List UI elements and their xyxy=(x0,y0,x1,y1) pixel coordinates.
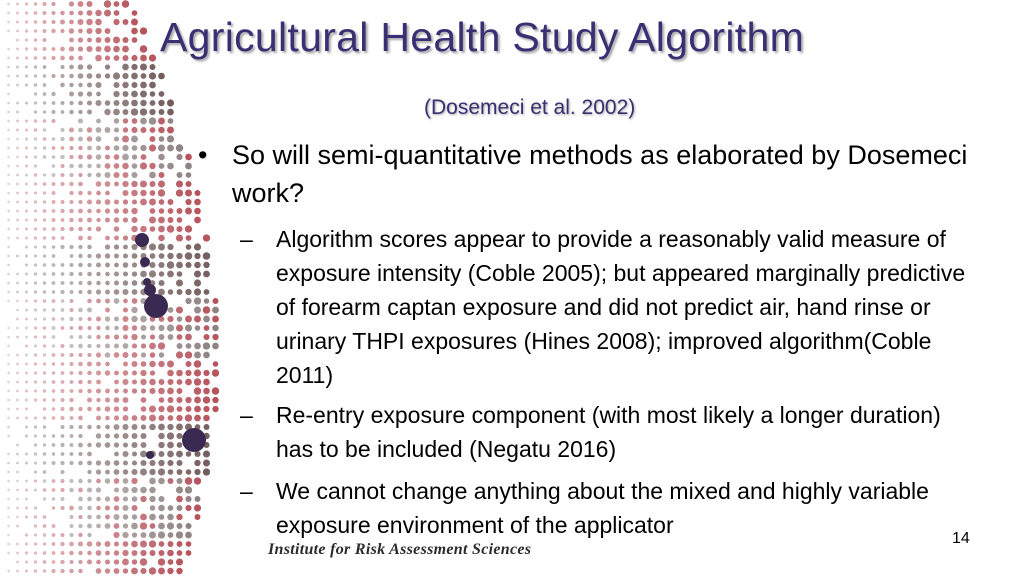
subpoint-marker: – xyxy=(240,402,253,428)
bullet-marker: • xyxy=(198,140,208,170)
subpoint-marker: – xyxy=(240,226,253,252)
subpoint-marker: – xyxy=(240,478,253,504)
page-number: 14 xyxy=(952,530,970,547)
subpoint-text: We cannot change anything about the mixed and highly variable exposure environment of the applicator xyxy=(276,478,929,538)
footer-institute: Institute for Risk Assessment Sciences xyxy=(268,541,532,558)
slide-title: Agricultural Health Study Algorithm xyxy=(160,14,805,60)
slide-subtitle: (Dosemeci et al. 2002) xyxy=(424,96,636,119)
subpoint-text: Re-entry exposure component (with most likely a longer duration) has to be included (Negatu 2016) xyxy=(276,402,941,462)
subpoint-text: Algorithm scores appear to provide a reasonably valid measure of exposure intensity (Coble 2005); but appeared marginally predictive of forearm captan exposure and did not predict air, hand rinse or urinary THPI exposures (Hines 2008); improved algorithm(Coble 2011) xyxy=(276,226,966,388)
bullet-text: So will semi-quantitative methods as elaborated by Dosemeci work? xyxy=(232,140,968,208)
